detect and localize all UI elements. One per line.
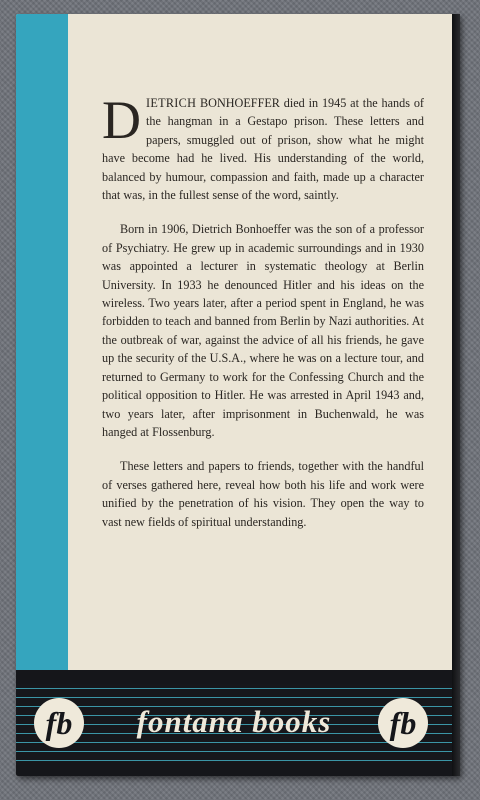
fb-logo-left-icon: fb (34, 698, 84, 748)
paragraph-1-text: BONHOEFFER died in 1945 at the hands of the hangman in a Gestapo prison. These letters and papers, smuggled out of prison, show what he might have become had he lived. His understanding of the world, balanced by humour, compassion and faith, made up a character that was, in the fullest sense of the word, saintly. (102, 96, 424, 203)
fb-logo-right-icon: fb (378, 698, 428, 748)
blurb-text (102, 90, 424, 547)
paragraph-3: These letters and papers to friends, together with the handful of verses gathered here, reveal how both his life and work were unified by the penetration of his vision. They open the way to vast new fields of spiritual understanding. (102, 459, 424, 529)
book-edge (452, 14, 460, 776)
paragraph-1 (102, 90, 424, 204)
teal-stripe (16, 14, 68, 670)
book (16, 14, 460, 776)
drop-cap: D (102, 90, 141, 150)
publisher-banner (16, 670, 452, 776)
back-cover (16, 14, 452, 776)
publisher-name: fontana books (136, 704, 332, 739)
paragraph-2: Born in 1906, Dietrich Bonhoeffer was the son of a professor of Psychiatry. He grew up in academic surroundings and in 1930 was appointed a lecturer in systematic theology at Berlin University. In 1933 he denounced Hitler and his ideas on the wireless. Two years later, after a period spent in England, he was forbidden to teach and banned from Berlin by Nazi authorities. At the outbreak of war, against the advice of all his friends, he gave up the security of the U.S.A., where he was on a lecture tour, and returned to Germany to work for the Confessing Church and the political opposition to Hitler. He was arrested in April 1943 and, two years later, after imprisonment in Buchenwald, he was hanged at Flossenburg. (102, 222, 424, 439)
name-smallcaps: IETRICH (146, 96, 197, 110)
